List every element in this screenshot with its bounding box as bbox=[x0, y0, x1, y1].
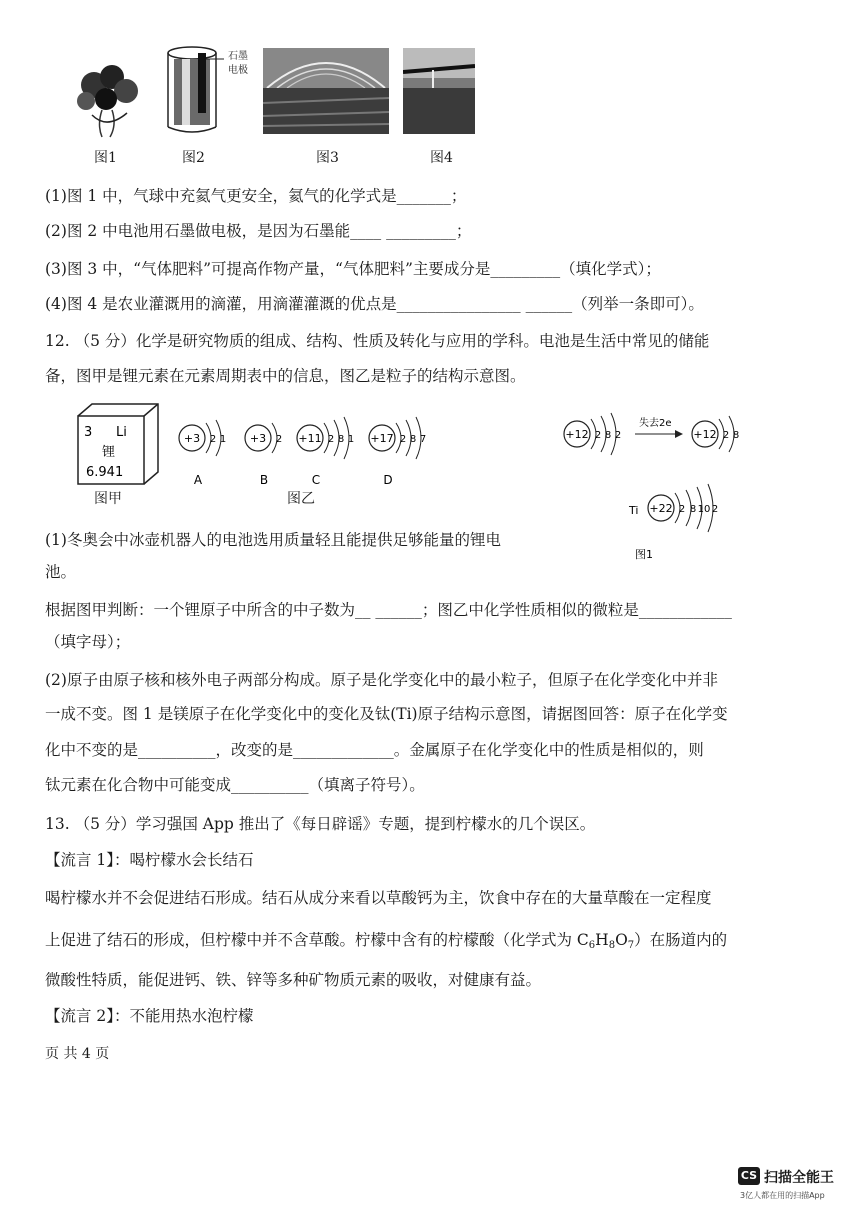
particle-b-shell-count: 2 bbox=[275, 434, 283, 445]
ti-atom-shell-count: 2 bbox=[711, 504, 719, 515]
q13-body-2-post: ）在肠道内的 bbox=[634, 931, 728, 949]
q12-part-1a: (1)冬奥会中冰壶机器人的电池选用质量轻且能提供足够能量的锂电 bbox=[45, 531, 501, 549]
particle-a-charge: +3 bbox=[183, 432, 201, 445]
mg-atom-shell-count: 2 bbox=[614, 430, 622, 441]
ti-atom-charge: +22 bbox=[649, 502, 673, 515]
camscanner-logo: CS bbox=[738, 1167, 760, 1185]
mg-ion-charge: +12 bbox=[693, 428, 717, 441]
particle-b-charge: +3 bbox=[249, 432, 267, 445]
particle-label-b: B bbox=[259, 473, 269, 487]
atomic-number: 3 bbox=[84, 425, 93, 440]
mg-atom-shell-count: 2 bbox=[594, 430, 602, 441]
particle-c-charge: +11 bbox=[298, 432, 322, 445]
app-name: 扫描全能王 bbox=[764, 1170, 834, 1186]
particle-label-c: C bbox=[311, 473, 321, 487]
formula-o: O bbox=[615, 931, 628, 949]
q13-body-1: 喝柠檬水并不会促进结石形成。结石从成分来看以草酸钙为主，饮食中存在的大量草酸在一定程度 bbox=[45, 889, 712, 907]
arrow-text: 失去2e bbox=[639, 418, 672, 429]
particle-diagrams bbox=[172, 408, 472, 492]
particle-d-shell-count: 8 bbox=[409, 434, 417, 445]
q12-intro-1: 12. （5 分）化学是研究物质的组成、结构、性质及转化与应用的学科。电池是生活中常见的储能 bbox=[45, 332, 710, 350]
drip-irrigation-image bbox=[403, 48, 475, 134]
particle-d-shell-count: 7 bbox=[419, 434, 427, 445]
mg-ion-shell-count: 2 bbox=[722, 430, 730, 441]
caption-fig-3: 图3 bbox=[316, 150, 339, 166]
caption-fig-yi: 图乙 bbox=[287, 491, 315, 507]
rumor-2-heading: 【流言 2】：不能用热水泡柠檬 bbox=[45, 1007, 254, 1025]
element-symbol: Li bbox=[116, 425, 127, 440]
q11-part-3: (3)图 3 中，“气体肥料”可提高作物产量，“气体肥料”主要成分是_________（填化学式）； bbox=[45, 260, 661, 278]
q13-body-2-pre: 上促进了结石的形成，但柠檬中并不含草酸。柠檬中含有的柠檬酸（化学式为 C bbox=[45, 931, 589, 949]
mg-ion bbox=[692, 416, 739, 452]
formula-sub-o: 7 bbox=[627, 940, 635, 951]
q11-part-2: (2)图 2 中电池用石墨做电极，是因为石墨能____ _________； bbox=[45, 222, 472, 240]
page-footer: 页 共 4 页 bbox=[45, 1046, 110, 1062]
graphite-label-1: 石墨 bbox=[228, 51, 248, 62]
balloon-image bbox=[72, 55, 152, 140]
particle-d-charge: +17 bbox=[370, 432, 394, 445]
figure-1-mg-ti bbox=[555, 398, 765, 572]
particle-diagrams-svg bbox=[172, 408, 472, 488]
rumor-1-heading: 【流言 1】：喝柠檬水会长结石 bbox=[45, 851, 254, 869]
element-name: 锂 bbox=[102, 445, 116, 460]
figure-3-greenhouse bbox=[263, 48, 389, 138]
mg-atom-charge: +12 bbox=[565, 428, 589, 441]
ti-atom bbox=[648, 484, 718, 532]
fig1-caption: 图1 bbox=[635, 548, 653, 561]
greenhouse-image bbox=[263, 48, 389, 134]
graphite-label-2: 电极 bbox=[228, 65, 248, 76]
caption-fig-1: 图1 bbox=[94, 150, 117, 166]
q12-intro-2: 备，图甲是锂元素在元素周期表中的信息，图乙是粒子的结构示意图。 bbox=[45, 367, 526, 385]
particle-c bbox=[297, 417, 354, 459]
mg-ion-shell-count: 8 bbox=[732, 430, 740, 441]
figure-2-battery bbox=[162, 45, 272, 141]
q13-body-3: 微酸性特质，能促进钙、铁、锌等多种矿物质元素的吸收，对健康有益。 bbox=[45, 971, 542, 989]
app-tagline: 3亿人都在用的扫描App bbox=[740, 1191, 825, 1200]
periodic-element-cell bbox=[72, 402, 162, 494]
formula-sub-c: 6 bbox=[588, 940, 596, 951]
atomic-mass: 6.941 bbox=[86, 465, 124, 480]
q13-body-2 bbox=[45, 928, 727, 951]
q12-part-1c: 根据图甲判断：一个锂原子中所含的中子数为__ ______；图乙中化学性质相似的微粒是____________ bbox=[45, 601, 732, 619]
caption-fig-4: 图4 bbox=[430, 150, 453, 166]
q12-part-1d: （填字母）； bbox=[45, 633, 131, 651]
mg-atom bbox=[564, 413, 621, 455]
ti-atom-shell-count: 10 bbox=[697, 504, 711, 515]
mg-ti-structure-svg bbox=[555, 398, 765, 568]
particle-label-d: D bbox=[383, 473, 393, 487]
formula-sub-h: 8 bbox=[608, 940, 616, 951]
ti-atom-shell-count: 8 bbox=[689, 504, 697, 515]
particle-c-shell-count: 8 bbox=[337, 434, 345, 445]
q12-part-2a: (2)原子由原子核和核外电子两部分构成。原子是化学变化中的最小粒子，但原子在化学变化中并非 bbox=[45, 671, 718, 689]
caption-fig-2: 图2 bbox=[182, 150, 205, 166]
particle-c-shell-count: 1 bbox=[347, 434, 355, 445]
caption-fig-jia: 图甲 bbox=[94, 491, 122, 507]
particle-d-shell-count: 2 bbox=[399, 434, 407, 445]
particle-b bbox=[245, 423, 282, 453]
mg-atom-shell-count: 8 bbox=[604, 430, 612, 441]
particle-a-shell-count: 2 bbox=[209, 434, 217, 445]
formula-h: H bbox=[595, 931, 609, 949]
particle-label-a: A bbox=[193, 473, 203, 487]
q11-part-4: (4)图 4 是农业灌溉用的滴灌，用滴灌灌溉的优点是________________ ______（列举一条即可）。 bbox=[45, 295, 704, 313]
particle-c-shell-count: 2 bbox=[327, 434, 335, 445]
particle-a bbox=[179, 420, 226, 456]
figure-4-drip-irrigation bbox=[403, 48, 475, 138]
q12-part-2d: 钛元素在化合物中可能变成__________（填离子符号）。 bbox=[45, 776, 425, 794]
q11-part-1: (1)图 1 中，气球中充氦气更安全，氦气的化学式是_______； bbox=[45, 187, 467, 205]
q12-part-2b: 一成不变。图 1 是镁原子在化学变化中的变化及钛(Ti)原子结构示意图，请据图回答：原子在化学变 bbox=[45, 705, 728, 723]
particle-d bbox=[369, 417, 426, 459]
particle-a-shell-count: 1 bbox=[219, 434, 227, 445]
q13-intro: 13. （5 分）学习强国 App 推出了《每日辟谣》专题，提到柠檬水的几个误区。 bbox=[45, 815, 596, 833]
ti-symbol: Ti bbox=[629, 504, 639, 517]
battery-image bbox=[162, 45, 272, 137]
figure-1-balloon bbox=[72, 55, 152, 144]
ti-atom-shell-count: 2 bbox=[678, 504, 686, 515]
q12-part-2c: 化中不变的是__________，改变的是_____________。金属原子在化学变化中的性质是相似的，则 bbox=[45, 741, 704, 759]
q12-part-1b: 池。 bbox=[45, 563, 77, 581]
